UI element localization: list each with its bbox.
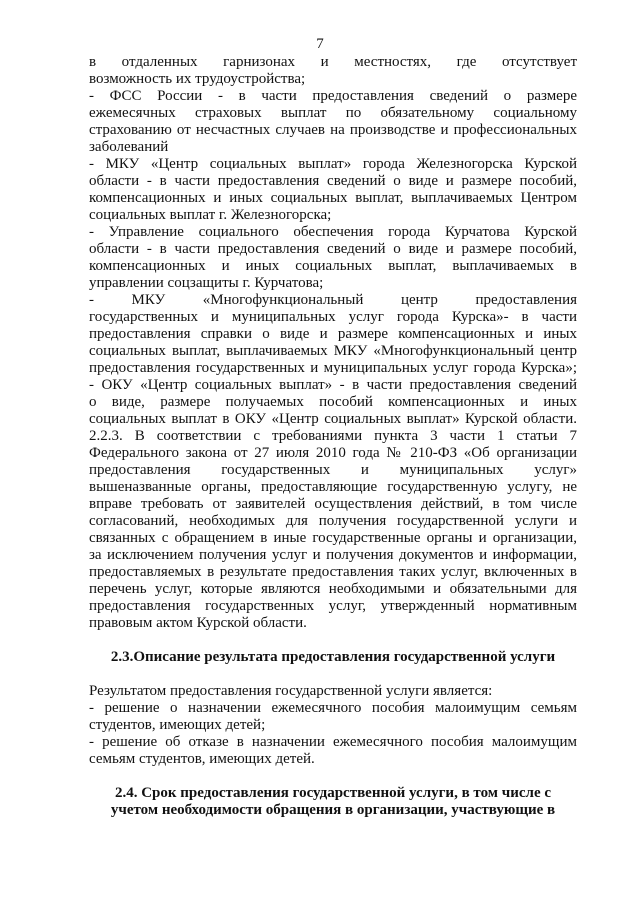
text-line: 2.2.3. В соответствии с требованиями пункта 3 части 1 статьи 7 [89,428,577,444]
text-line: в отдаленных гарнизонах и местностях, где отсутствует [89,54,577,70]
text-line: возможность их трудоустройства; [89,71,306,87]
text-line: за исключением получения услуг и получения документов и информации, [89,547,577,563]
text-line: - решение о назначении ежемесячного пособия малоимущим семьям [89,700,577,716]
text-line: предоставления государственных и муниципальных услуг города Курска»; [89,360,577,376]
text-line: связанных с обращением в иные государственные органы и организации, [89,530,577,546]
text-line: предоставления справки о виде и размере компенсационных и иных [89,326,577,342]
text-line: компенсационных и иных социальных выплат, выплачиваемых в [89,258,577,274]
paragraph-spacer [89,768,577,785]
text-line: Федерального закона от 27 июля 2010 года № 210-ФЗ «Об организации [89,445,577,461]
text-line: - решение об отказе в назначении ежемесячного пособия малоимущим [89,734,577,750]
paragraph-spacer [89,666,577,683]
text-line: - МКУ «Многофункциональный центр предоставления [89,292,577,308]
text-line: заболеваний [89,139,169,155]
text-line: Результатом предоставления государственной услуги является: [89,683,493,699]
section-heading-line: 2.4. Срок предоставления государственной услуги, в том числе с [114,785,552,801]
page-number: 7 [316,36,324,52]
section-heading-line: учетом необходимости обращения в организации, участвующие в [110,802,556,818]
text-line: предоставления государственных услуг, утвержденный нормативным [89,598,577,614]
text-line: страхованию от несчастных случаев на производстве и профессиональных [89,122,577,138]
text-line: ежемесячных страховых выплат по обязательному социальному [89,105,577,121]
text-line: компенсационных и иных социальных выплат, выплачиваемых Центром [89,190,577,206]
text-line: предоставления государственных и муниципальных услуг» [89,462,577,478]
text-line: управлении соцзащиты г. Курчатова; [89,275,324,291]
text-line: о виде, размере получаемых пособий компенсационных и иных [89,394,577,410]
text-line: - ОКУ «Центр социальных выплат» - в части предоставления сведений [89,377,577,393]
text-line: - ФСС России - в части предоставления сведений о размере [89,88,577,104]
text-line: перечень услуг, которые являются необходимыми и обязательными для [89,581,577,597]
text-line: государственных и муниципальных услуг города Курска»- в части [89,309,577,325]
text-line: согласований, необходимых для получения государственной услуги и [89,513,577,529]
text-line: области - в части предоставления сведений о виде и размере пособий, [89,173,577,189]
text-line: социальных выплат г. Железногорска; [89,207,332,223]
text-line: правовым актом Курской области. [89,615,307,631]
document-body [89,54,577,819]
text-line: социальных выплат в ОКУ «Центр социальных выплат» Курской области. [89,411,577,427]
text-line: студентов, имеющих детей; [89,717,266,733]
text-line: - Управление социального обеспечения города Курчатова Курской [89,224,577,240]
section-heading-line: 2.3.Описание результата предоставления государственной услуги [110,649,556,665]
paragraph-spacer [89,632,577,649]
text-line: - МКУ «Центр социальных выплат» города Железногорска Курской [89,156,577,172]
text-line: предоставляемых в результате предоставления таких услуг, включенных в [89,564,577,580]
text-line: вышеназванные органы, предоставляющие государственную услугу, не [89,479,577,495]
text-line: области - в части предоставления сведений о виде и размере пособий, [89,241,577,257]
text-line: вправе требовать от заявителей осуществления действий, в том числе [89,496,577,512]
text-line: социальных выплат, выплачиваемых МКУ «Многофункциональный центр [89,343,577,359]
text-line: семьям студентов, имеющих детей. [89,751,315,767]
